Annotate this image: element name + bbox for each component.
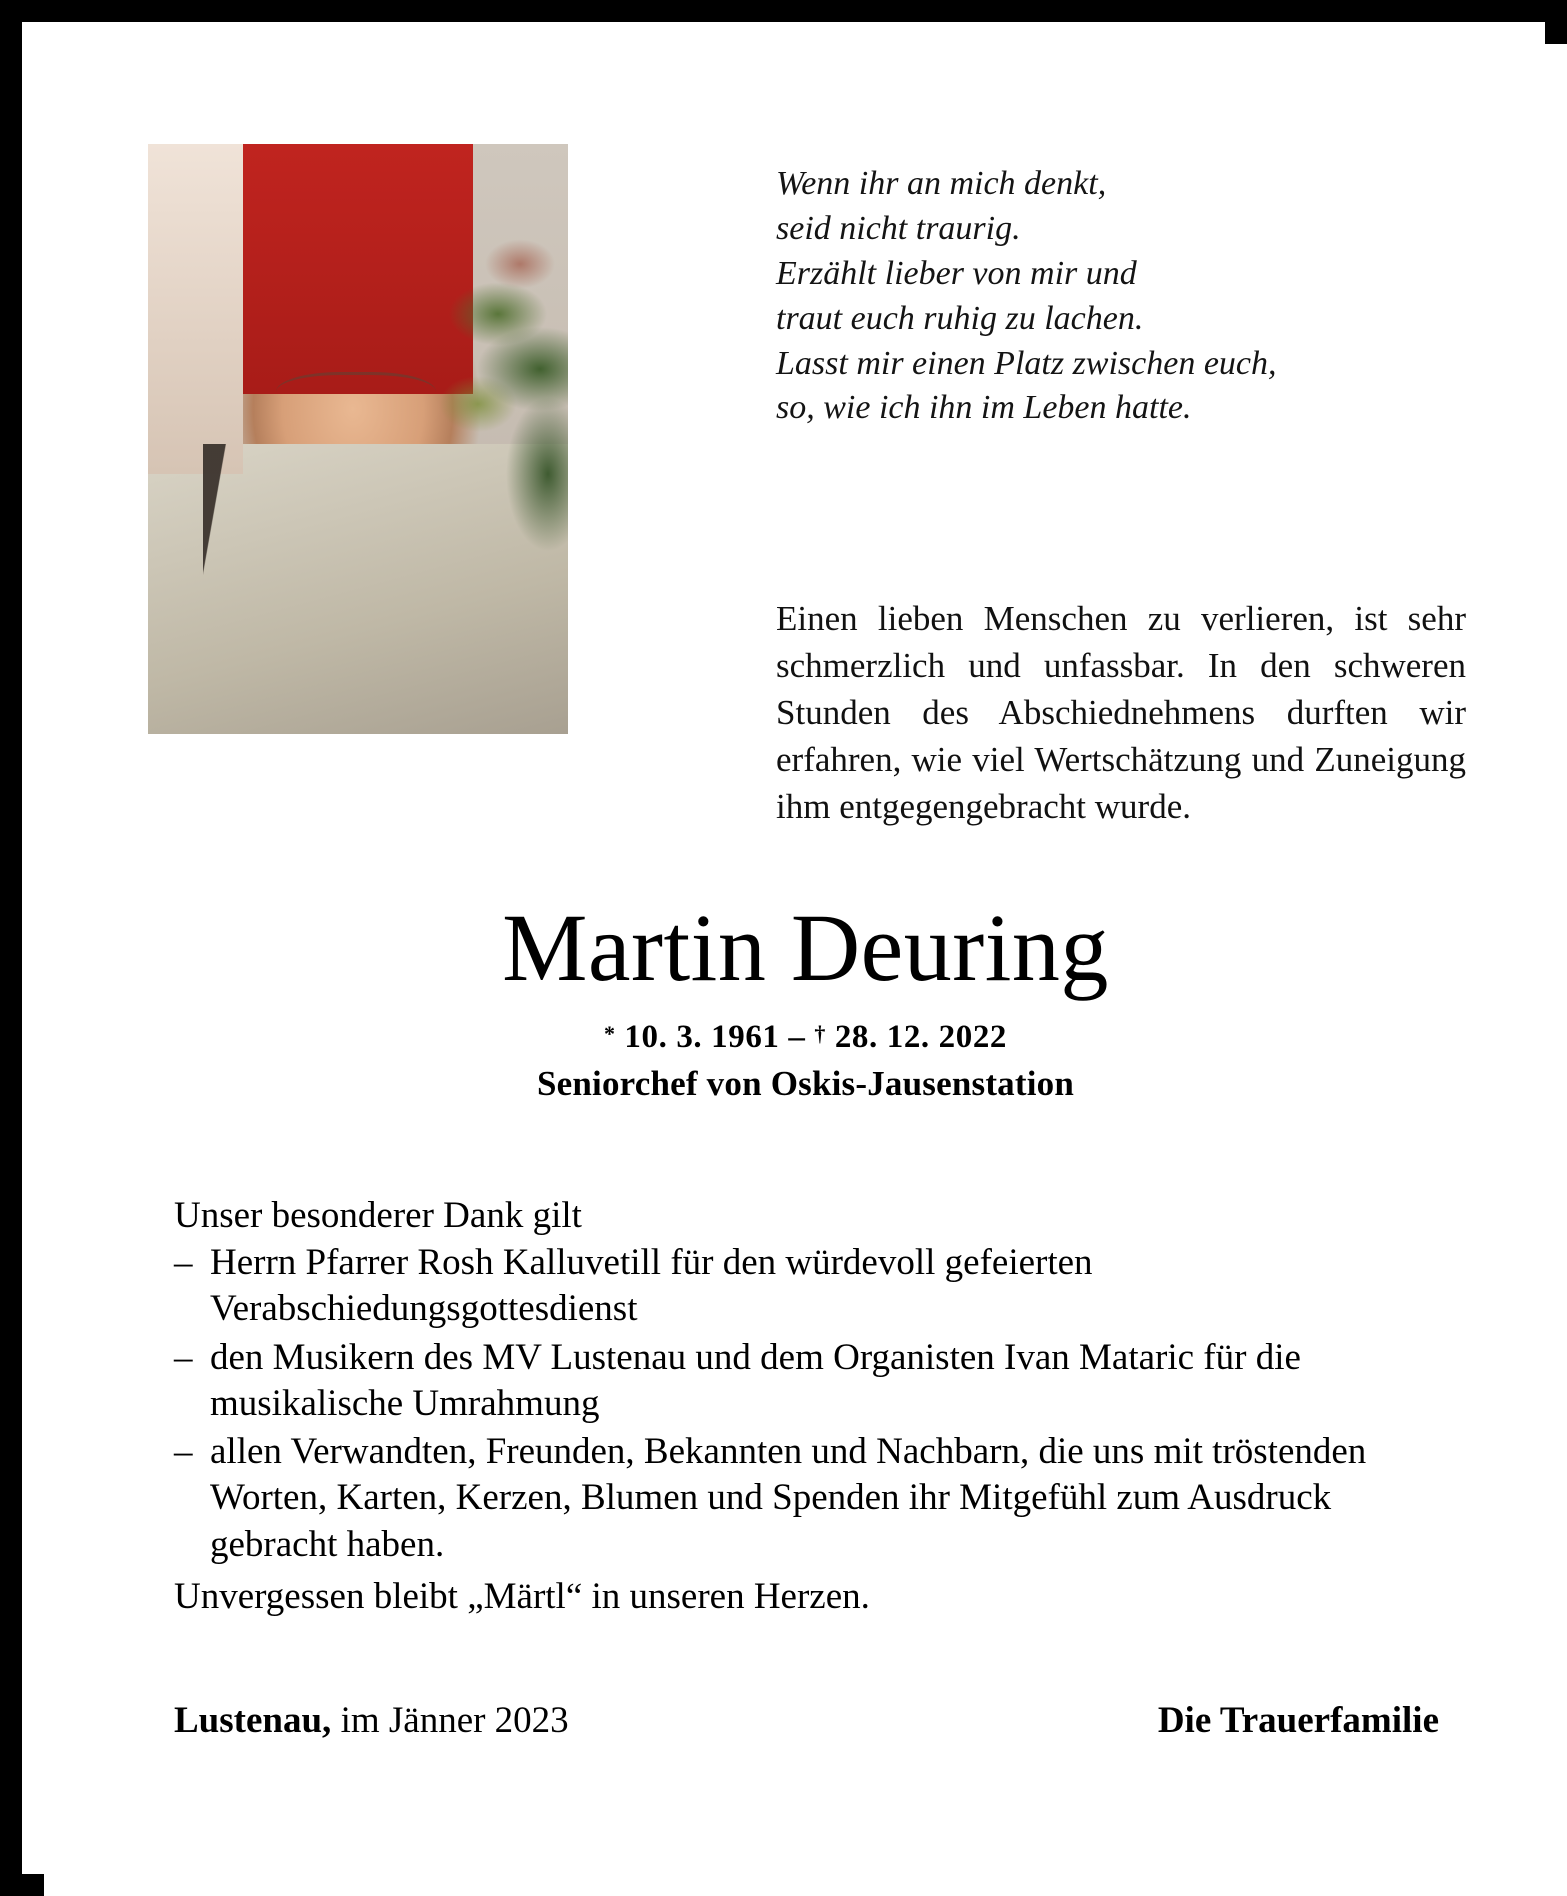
remembrance-line: Unvergessen bleibt „Märtl“ in unseren Herzen. [174, 1576, 870, 1617]
memorial-verse [776, 162, 1476, 431]
verse-line-3: Erzählt lieber von mir und [776, 254, 1137, 292]
role-subtitle: Seniorchef von Oskis-Jausenstation [536, 1064, 1075, 1103]
date-separator: – [788, 1019, 806, 1055]
thanks-list [174, 1240, 1444, 1570]
birth-date: 10. 3. 1961 [624, 1019, 780, 1055]
list-item-text: allen Verwandten, Freunden, Bekannten und Nachbarn, die uns mit tröstenden Worten, Karten, Kerzen, Blumen und Spenden ihr Mitgefühl zum Ausdruck gebracht haben. [210, 1431, 1367, 1565]
list-item-text: Herrn Pfarrer Rosh Kalluvetill für den würdevoll gefeierten Verabschiedungsgottesdienst [210, 1242, 1093, 1330]
list-item-text: den Musikern des MV Lustenau und dem Organisten Ivan Mataric für die musikalische Umrahmung [210, 1336, 1301, 1424]
list-dash: – [174, 1431, 193, 1472]
list-item [174, 1429, 1444, 1568]
verse-line-1: Wenn ihr an mich denkt, [776, 165, 1107, 202]
intro-paragraph: Einen lieben Menschen zu verlieren, ist sehr schmerzlich und unfassbar. In den schweren Stunden des Abschiednehmens durften wir erfahren, wie viel Wertschätzung und Zuneigung ihm entgegengebracht wurde. [776, 599, 1466, 826]
thanks-lead: Unser besonderer Dank gilt [174, 1195, 582, 1236]
birth-symbol: * [603, 1021, 616, 1046]
footer-place: Lustenau, [174, 1700, 332, 1741]
list-item [174, 1240, 1444, 1333]
death-symbol: † [814, 1021, 826, 1046]
footer-place-date [174, 1699, 569, 1742]
top-section [44, 44, 1567, 826]
list-dash: – [174, 1242, 193, 1283]
page-title: Martin Deuring [502, 894, 1109, 1001]
verse-line-4: traut euch ruhig zu lachen. [776, 299, 1144, 337]
portrait-photo-image [148, 144, 568, 734]
footer-date: im Jänner 2023 [331, 1700, 569, 1741]
death-date: 28. 12. 2022 [834, 1019, 1008, 1055]
verse-line-2: seid nicht traurig. [776, 209, 1021, 247]
list-dash: – [174, 1336, 193, 1378]
verse-line-5: Lasst mir einen Platz zwischen euch, [776, 344, 1277, 382]
life-dates [44, 1019, 1567, 1056]
portrait-photo [148, 144, 568, 734]
verse-line-6: so, wie ich ihn im Leben hatte. [776, 389, 1192, 427]
list-item [174, 1335, 1444, 1428]
footer-family: Die Trauerfamilie [1157, 1700, 1439, 1741]
notice-inner [44, 44, 1567, 1896]
